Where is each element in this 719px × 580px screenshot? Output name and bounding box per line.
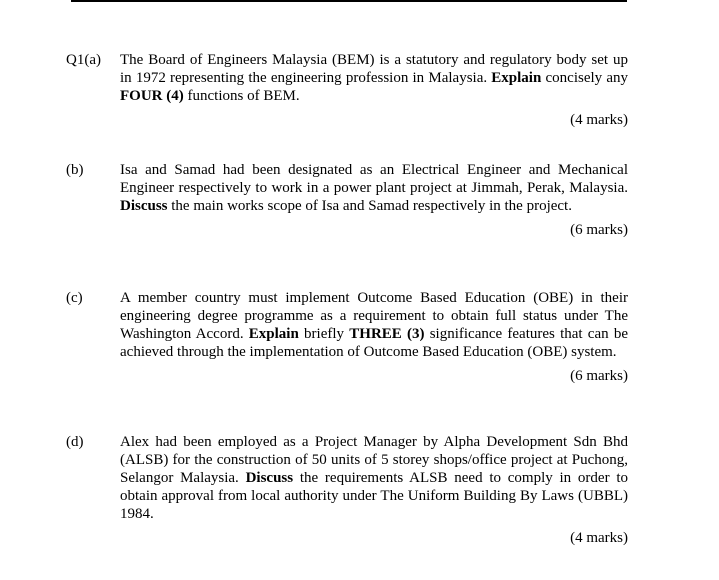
question-1a [66, 51, 628, 129]
question-label: Q1(a) [66, 52, 101, 68]
text-run-bold: Explain [491, 70, 542, 86]
question-text [120, 433, 628, 523]
text-run-bold: FOUR (4) [120, 88, 184, 104]
text-run-bold: THREE (3) [349, 326, 425, 342]
question-text [120, 289, 628, 361]
text-run: briefly [298, 326, 350, 342]
text-run: significance features that can be achieved through the implementation of Outcome Based Education (OBE) system. [120, 326, 629, 360]
question-1b [66, 161, 628, 239]
text-run: Alex had been employed as a Project Manager by Alpha Development Sdn Bhd (ALSB) for the construction of 50 units of 5 storey shops/office project at Puchong, Selangor Malaysia. [120, 434, 628, 486]
text-run: concisely any [541, 70, 628, 86]
question-text [120, 51, 628, 105]
text-run-bold: Discuss [245, 470, 294, 486]
text-run: A member country must implement Outcome Based Education (OBE) in their engineering degree programme as a requirement to obtain full status under The Washington Accord. [120, 290, 628, 342]
question-1c [66, 289, 628, 385]
text-run-bold: Discuss [120, 198, 168, 214]
question-text [120, 161, 628, 215]
marks: (6 marks) [570, 222, 628, 238]
text-run: functions of BEM. [183, 88, 300, 104]
question-label: (b) [66, 162, 84, 178]
text-run: the main works scope of Isa and Samad respectively in the project. [167, 198, 572, 214]
text-run: Isa and Samad had been designated as an Electrical Engineer and Mechanical Engineer respectively to work in a power plant project at Jimmah, Perak, Malaysia. [120, 162, 628, 196]
marks: (6 marks) [570, 368, 628, 384]
marks: (4 marks) [570, 530, 628, 546]
top-rule [71, 0, 627, 2]
question-1d [66, 433, 628, 547]
question-label: (d) [66, 434, 84, 450]
text-run-bold: Explain [248, 326, 299, 342]
question-label: (c) [66, 290, 83, 306]
text-run: The Board of Engineers Malaysia (BEM) is a statutory and regulatory body set up in 1972 representing the engineering profession in Malaysia. [120, 52, 628, 86]
marks: (4 marks) [570, 112, 628, 128]
text-run: the requirements ALSB need to comply in order to obtain approval from local authority under The Uniform Building By Laws (UBBL) 1984. [120, 470, 628, 522]
